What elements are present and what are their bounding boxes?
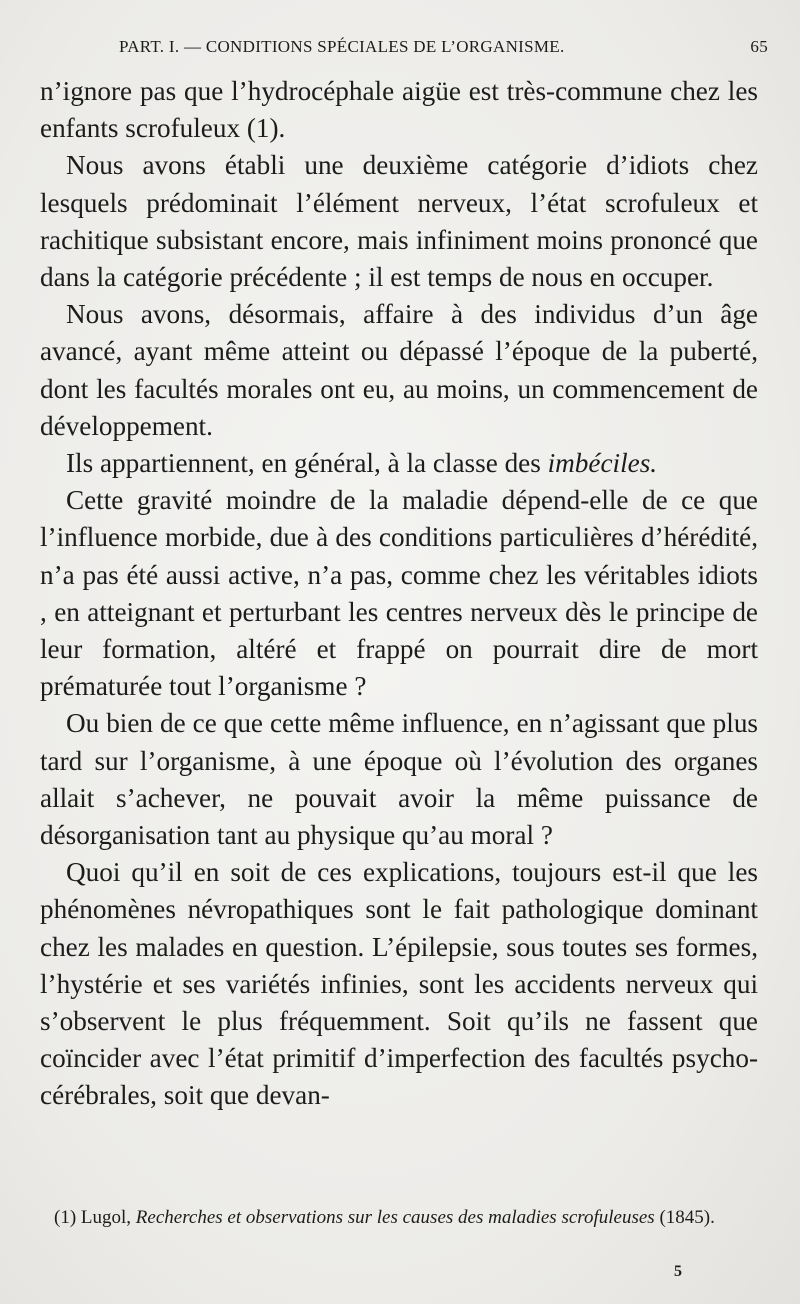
signature-mark: 5 [674, 1263, 682, 1280]
main-text [40, 73, 758, 1115]
paragraph-4-italic: imbéciles. [547, 448, 658, 479]
paragraph-5: Cette gravité moindre de la maladie dépend-elle de ce que l’influence morbide, due à des conditions particulières d’hérédité, n’a pas été aussi active, n’a pas, comme chez les véritables idiots , en atteignant et perturbant les centres nerveux dès le principe de leur formation, altéré et frappé on pourrait dire de mort prématurée tout l’organisme ? [40, 485, 758, 702]
paragraph-7: Quoi qu’il en soit de ces explications, toujours est-il que les phénomènes névropathiques sont le fait pathologique dominant chez les malades en question. L’épilepsie, sous toutes ses formes, l’hystérie et ses variétés infinies, sont les accidents nerveux qui s’observent le plus fréquemment. Soit qu’ils ne fassent que coïncider avec l’état primitif d’imperfection des facultés psycho-cérébrales, soit que devan- [40, 857, 758, 1111]
running-head [40, 37, 768, 61]
footnote-tail: (1845). [654, 1207, 715, 1228]
paragraph-4 [40, 445, 758, 482]
paragraph-1: n’ignore pas que l’hydrocéphale aigüe est très-commune chez les enfants scrofuleux (1). [40, 76, 758, 144]
paragraph-2: Nous avons établi une deuxième catégorie d’idiots chez lesquels prédominait l’élément nerveux, l’état scrofuleux et rachitique subsistant encore, mais infiniment moins prononcé que dans la catégorie précédente ; il est temps de nous en occuper. [40, 150, 758, 293]
footnote-title: Recherches et observations sur les causes des maladies scrofuleuses [135, 1207, 655, 1228]
footnote-text [40, 1205, 758, 1231]
paragraph-3: Nous avons, désormais, affaire à des individus d’un âge avancé, ayant même atteint ou dépassé l’époque de la puberté, dont les facultés morales ont eu, au moins, un commencement de développement. [40, 299, 758, 441]
footnote [40, 1205, 758, 1231]
paragraph-4-text: Ils appartiennent, en général, à la classe des [66, 448, 548, 479]
running-head-title: PART. I. — CONDITIONS SPÉCIALES DE L’ORGANISME. [119, 37, 565, 56]
paragraph-6: Ou bien de ce que cette même influence, en n’agissant que plus tard sur l’organisme, à une époque où l’évolution des organes allait s’achever, ne pouvait avoir la même puissance de désorganisation tant au physique qu’au moral ? [40, 708, 758, 851]
footnote-marker: (1) Lugol, [54, 1207, 136, 1228]
page-number: 65 [750, 37, 768, 56]
